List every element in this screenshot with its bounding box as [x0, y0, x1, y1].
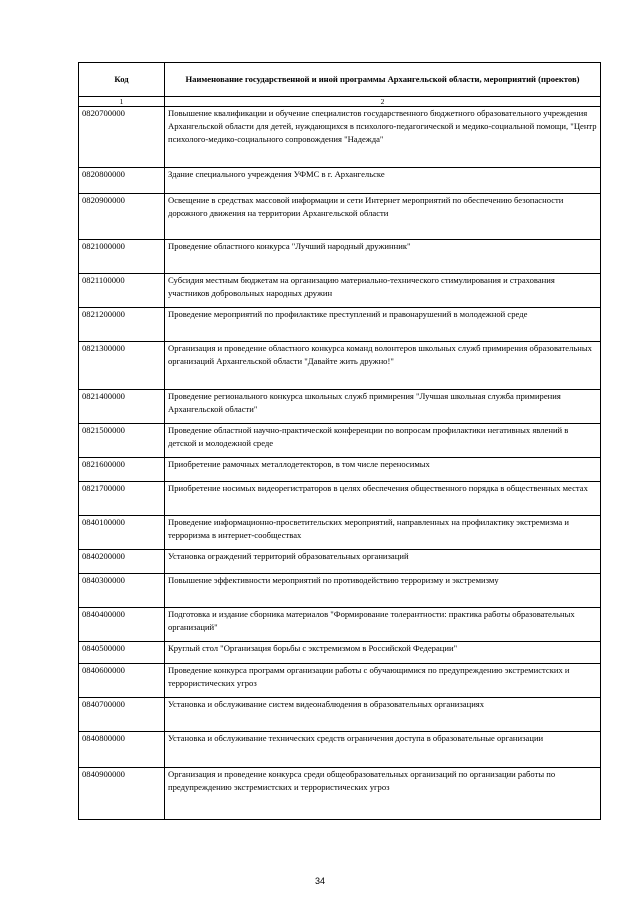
- row-code: 0821700000: [79, 482, 165, 516]
- row-code: 0820700000: [79, 107, 165, 168]
- row-code: 0821000000: [79, 240, 165, 274]
- column-number-row: [79, 97, 601, 107]
- row-code: 0821200000: [79, 308, 165, 342]
- row-name: Проведение областной научно-практической конференции по вопросам профилактики негативных явлений в детской и молодежной среде: [165, 424, 601, 458]
- row-code: 0821500000: [79, 424, 165, 458]
- row-code: 0840700000: [79, 698, 165, 732]
- table-row: [79, 168, 601, 194]
- row-code: 0840600000: [79, 664, 165, 698]
- row-name: Приобретение рамочных металлодетекторов, в том числе переносимых: [165, 458, 601, 482]
- row-name: Круглый стол "Организация борьбы с экстремизмом в Российской Федерации": [165, 642, 601, 664]
- row-name: Подготовка и издание сборника материалов "Формирование толерантности: практика работы образовательных организаций": [165, 608, 601, 642]
- table-row: [79, 458, 601, 482]
- table-row: [79, 516, 601, 550]
- table-row: [79, 308, 601, 342]
- table-row: [79, 240, 601, 274]
- budget-classification-table: [78, 62, 601, 820]
- row-name: Повышение эффективности мероприятий по противодействию терроризму и экстремизму: [165, 574, 601, 608]
- row-code: 0840500000: [79, 642, 165, 664]
- row-name: Проведение областного конкурса "Лучший народный дружинник": [165, 240, 601, 274]
- table-row: [79, 550, 601, 574]
- header-name: Наименование государственной и иной программы Архангельской области, мероприятий (проектов): [165, 63, 601, 97]
- row-code: 0821100000: [79, 274, 165, 308]
- table-row: [79, 698, 601, 732]
- row-name: Повышение квалификации и обучение специалистов государственного бюджетного образовательного учреждения Архангельской области для детей, нуждающихся в психолого-педагогической и медико-социальной помощи, "Центр психолого-медико-социального сопровождения "Надежда": [165, 107, 601, 168]
- row-name: Освещение в средствах массовой информации и сети Интернет мероприятий по обеспечению безопасности дорожного движения на территории Архангельской области: [165, 194, 601, 240]
- table-row: [79, 424, 601, 458]
- row-name: Проведение информационно-просветительских мероприятий, направленных на профилактику экстремизма и терроризма в интернет-сообществах: [165, 516, 601, 550]
- row-code: 0821300000: [79, 342, 165, 390]
- row-name: Проведение регионального конкурса школьных служб примирения "Лучшая школьная служба примирения Архангельской области": [165, 390, 601, 424]
- column-number-1: 1: [79, 97, 165, 107]
- row-name: Приобретение носимых видеорегистраторов в целях обеспечения общественного порядка в общественных местах: [165, 482, 601, 516]
- row-code: 0821600000: [79, 458, 165, 482]
- table-row: [79, 732, 601, 768]
- row-name: Организация и проведение конкурса среди общеобразовательных организаций по организации работы по предупреждению экстремистских и террористических угроз: [165, 768, 601, 820]
- row-code: 0840800000: [79, 732, 165, 768]
- table-row: [79, 482, 601, 516]
- table-row: [79, 574, 601, 608]
- table-row: [79, 768, 601, 820]
- table-body: [79, 107, 601, 820]
- row-name: Установка ограждений территорий образовательных организаций: [165, 550, 601, 574]
- page-number: 34: [314, 876, 325, 886]
- table-row: [79, 107, 601, 168]
- row-code: 0820800000: [79, 168, 165, 194]
- row-code: 0821400000: [79, 390, 165, 424]
- table-row: [79, 390, 601, 424]
- row-name: Здание специального учреждения УФМС в г. Архангельске: [165, 168, 601, 194]
- row-code: 0840200000: [79, 550, 165, 574]
- row-name: Установка и обслуживание технических средств ограничения доступа в образовательные организации: [165, 732, 601, 768]
- header-code: Код: [79, 63, 165, 97]
- table-row: [79, 642, 601, 664]
- table-row: [79, 342, 601, 390]
- row-name: Проведение мероприятий по профилактике преступлений и правонарушений в молодежной среде: [165, 308, 601, 342]
- table-row: [79, 608, 601, 642]
- row-name: Проведение конкурса программ организации работы с обучающимися по предупреждению экстремистских и террористических угроз: [165, 664, 601, 698]
- row-name: Установка и обслуживание систем видеонаблюдения в образовательных организациях: [165, 698, 601, 732]
- column-number-2: 2: [165, 97, 601, 107]
- table-header-row: [79, 63, 601, 97]
- row-code: 0820900000: [79, 194, 165, 240]
- row-code: 0840400000: [79, 608, 165, 642]
- table-row: [79, 274, 601, 308]
- row-name: Субсидия местным бюджетам на организацию материально-технического стимулирования и страхования участников добровольных народных дружин: [165, 274, 601, 308]
- table-row: [79, 194, 601, 240]
- row-code: 0840100000: [79, 516, 165, 550]
- row-code: 0840900000: [79, 768, 165, 820]
- row-code: 0840300000: [79, 574, 165, 608]
- table-row: [79, 664, 601, 698]
- row-name: Организация и проведение областного конкурса команд волонтеров школьных служб примирения образовательных организаций Архангельской области "Давайте жить дружно!": [165, 342, 601, 390]
